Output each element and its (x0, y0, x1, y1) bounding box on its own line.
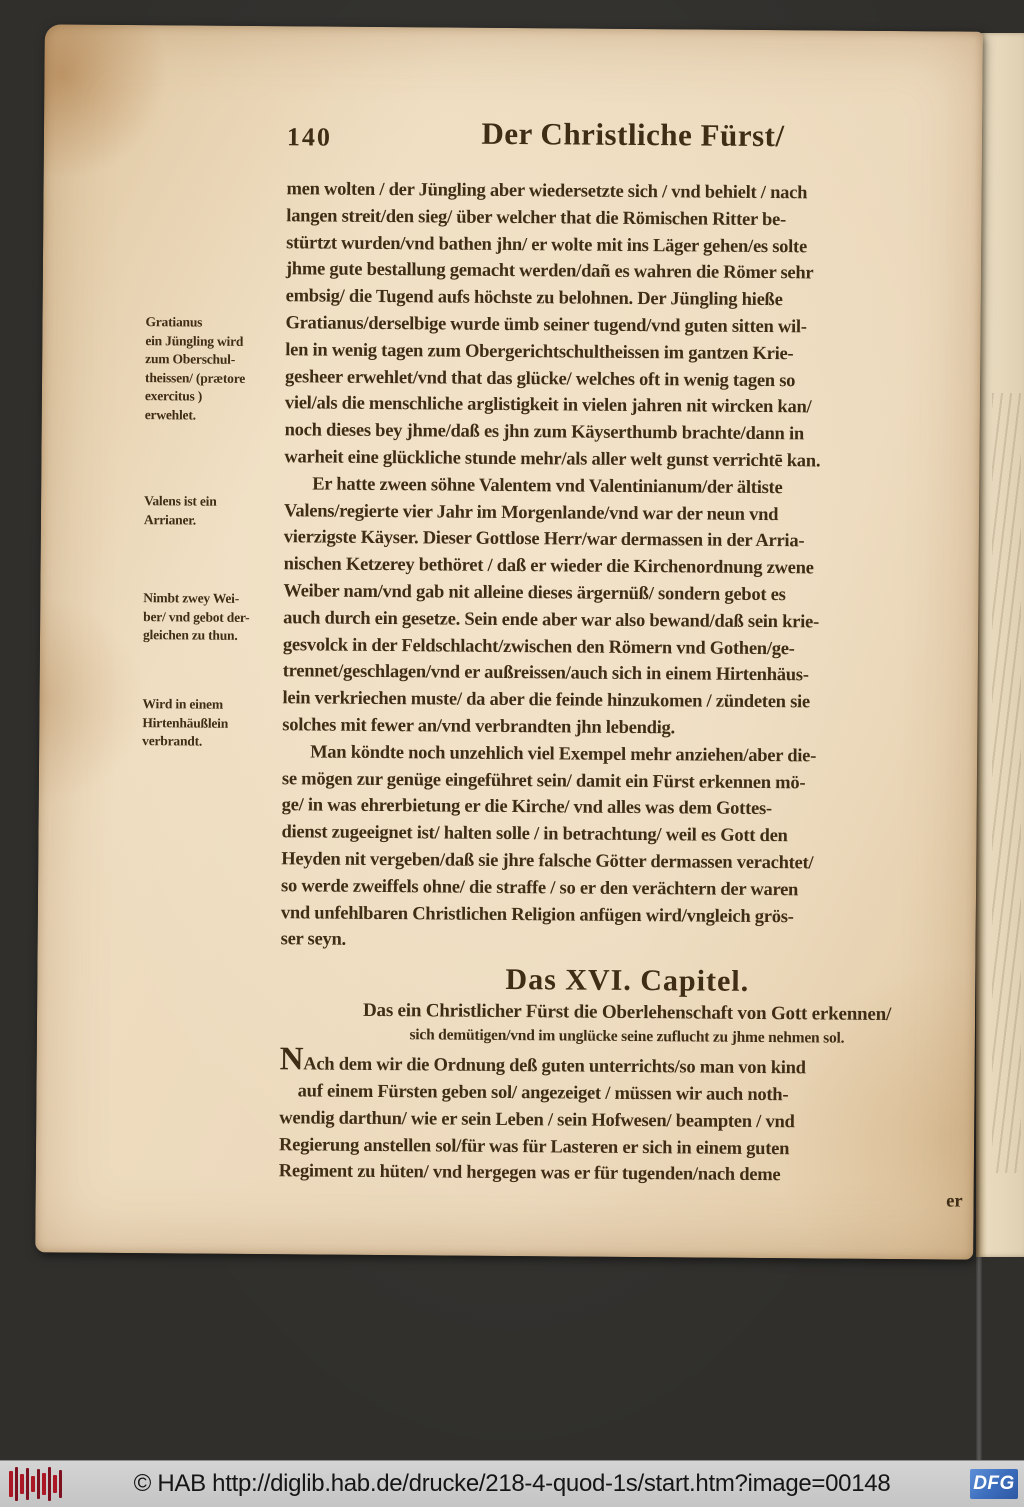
paragraph-1: men wolten / der Jüngling aber wiedersetzte sich / vnd behielt / nach langen streit/den sieg/ über welcher that die Römischen Ritter be- stürtzt wurden/vnd bathen jhn/ er wolte mit ins Läger gehen/es solte jhme gute bestallung gemacht werden/dañ es wahren die Römer sehr embsig/ die Tugend aufs höchste zu belohnen. Der Jüngling hieße Gratianus/derselbige wurde ümb seiner tugend/vnd guten sitten wil- len in wenig tagen zum Obergerichtschultheissen im gantzen Krie- gesheer erwehlet/vnd that das glücke/ welches oft in wenig tagen so viel/als die menschliche arglistigkeit in vielen jahren nit wircken kan/ noch dieses bey jhme/daß es jhn zum Käyserthumb brachte/dann in warheit eine glückliche stunde mehr/als aller welt gunst verrichtē kan. (284, 179, 821, 472)
paragraph-2: Er hatte zween söhne Valentem vnd Valentinianum/der ältiste Valens/regierte vier Jahr im Morgenlande/vnd war der neun vnd vierzigste Käyser. Dieser Gottlose Herr/war dermassen in der Arria- nischen Ketzerey bethöret / daß er wieder die Kirchenordnung zwene Weiber nam/vnd gab nit alleine dieses ärgernüß/ sondern gebot es auch durch ein gesetze. Sein ende aber war also bewand/daß sein krie- gesvolck in der Feldschlacht/zwischen den Römern vnd Gothen/ge- trennet/geschlagen/vnd er außreissen/auch sich in einem Hirtenhäus- lein verkriechen muste/ da aber die feinde hinzukomen / zündeten sie solches mit fewer an/vnd verbrandten jhn lebendig. (282, 474, 819, 739)
paragraph-4: NAch dem wir die Ordnung deß guten unterrichts/so man von kind auf einem Fürsten geben sol/ angezeiget / müssen wir auch noth- wendig darthun/ wie er sein Leben / sein Hofwesen/ beampten / vnd Regierung anstellen sol/für was für Lasteren er sich in einem guten Regiment zu hüten/ vnd hergegen was er für tugenden/nach deme (278, 1041, 806, 1186)
marginal-note-verbrandt: Wird in einem Hirtenhäußlein verbrandt. (142, 696, 229, 749)
scanner-glass-edge (976, 1257, 982, 1462)
chapter-subtitle-line-1: Das ein Christlicher Fürst die Oberlehenschaft von Gott erkennen/ (362, 999, 892, 1026)
book-page-scan (35, 24, 983, 1259)
dfg-logo: DFG (970, 1469, 1018, 1499)
marginal-note-weiber: Nimbt zwey Wei- ber/ vnd gebot der- gleichen zu thun. (142, 590, 250, 643)
chapter-subtitle-line-2: sich demütigen/vnd im unglücke seine zuflucht zu jhme nehmen sol. (409, 1026, 845, 1047)
viewer-footer-bar (0, 1460, 1024, 1507)
running-header: Der Christliche Fürst/ (481, 115, 785, 154)
paragraph-3: Man köndte noch unzehlich viel Exempel mehr anziehen/aber die- se mögen zur genüge eingeführet sein/ damit ein Fürst erkennen mö- ge/ in was ehrerbietung er die Kirche/ vnd alles was dem Gottes- dienst zugeeignet ist/ halten solle / in betrachtung/ weil es Gott den Heyden nit vergeben/daß sie jhre falsche Götter dermassen verachtet/ so werde zweiffels ohne/ die straffe / so er den verächtern der waren vnd unfehlbaren Christlichen Religion anfügen wird/vngleich grös- ser seyn. (280, 742, 817, 951)
marginal-note-gratianus: Gratianus ein Jüngling wird zum Oberschul- theissen/ (prætore exercitus ) erwehlet. (144, 314, 246, 423)
facing-page-ghost-text (992, 393, 1021, 1173)
text-column (279, 176, 981, 1213)
chapter-heading: Das XVI. Capitel. (505, 963, 750, 999)
catchword: er (946, 1191, 963, 1212)
marginal-note-valens: Valens ist ein Arrianer. (143, 493, 217, 528)
footer-copyright-url: © HAB http://diglib.hab.de/drucke/218-4-quod-1s/start.htm?image=00148 (133, 1470, 891, 1497)
facing-page-edge (976, 33, 1024, 1257)
page-number: 140 (286, 122, 333, 152)
